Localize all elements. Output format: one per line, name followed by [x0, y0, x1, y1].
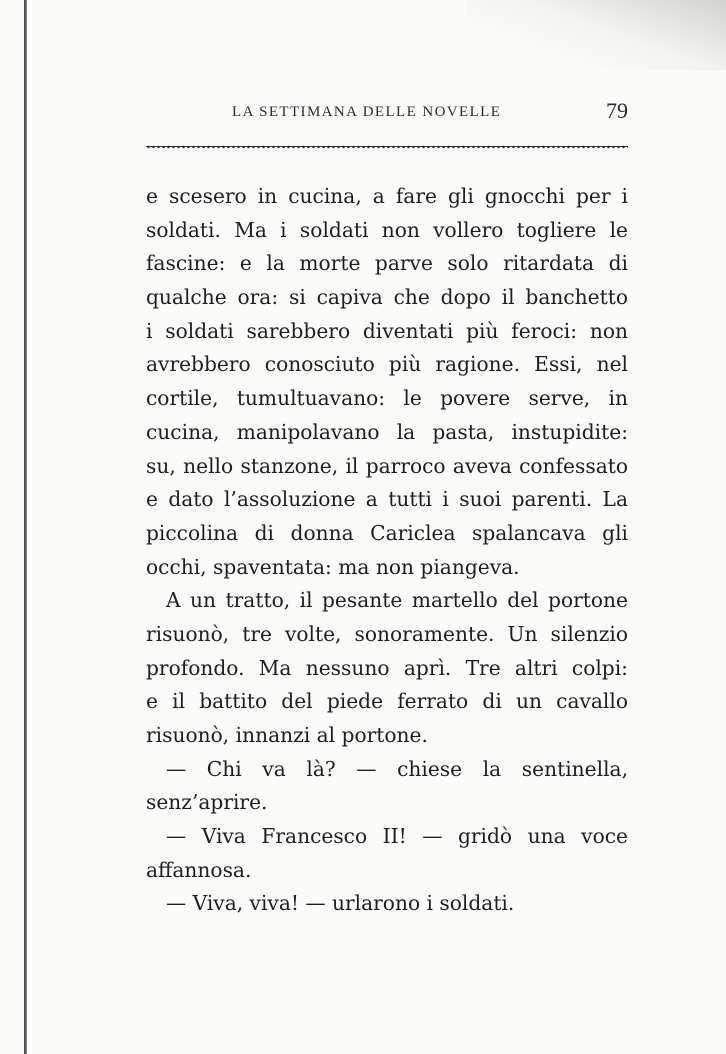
page-number: 79 — [606, 98, 628, 123]
text-line: e scesero in cucina, a fare gli gnocchi per i — [146, 184, 628, 208]
page-header — [146, 98, 628, 128]
text-line: risuonò, tre volte, sonoramente. Un silenzio — [146, 621, 628, 646]
text-line: occhi, spaventata: ma non piangeva. — [146, 554, 520, 579]
text-line: A un tratto, il pesante martello del portone — [166, 588, 628, 613]
paragraph — [146, 820, 628, 887]
paragraph — [146, 584, 628, 752]
page-corner-shadow — [466, 0, 726, 70]
text-line: su, nello stanzone, il parroco aveva confessato — [146, 453, 628, 478]
paragraph — [146, 180, 628, 584]
text-line: i soldati sarebbero diventati più feroci: non — [146, 318, 628, 343]
text-line: risuonò, innanzi al portone. — [146, 723, 428, 747]
paragraph — [146, 887, 628, 921]
text-line: e il battito del piede ferrato di un cavallo — [146, 689, 628, 714]
header-ornament-rule — [146, 144, 628, 150]
text-line: piccolina di donna Cariclea spalancava gli — [146, 520, 628, 545]
text-line: fascine: e la morte parve solo ritardata di — [146, 251, 628, 276]
text-line: cucina, manipolavano la pasta, instupidite: — [146, 419, 628, 444]
text-line: profondo. Ma nessuno aprì. Tre altri colpi: — [146, 655, 628, 680]
text-line: — Chi va là? — chiese la sentinella, — [166, 756, 628, 781]
text-line: — Viva, viva! — urlarono i soldati. — [166, 891, 515, 916]
text-line: cortile, tumultuavano: le povere serve, in — [146, 386, 628, 411]
page-binding-edge — [24, 0, 27, 1054]
paragraph — [146, 753, 628, 820]
text-line: soldati. Ma i soldati non vollero togliere le — [146, 217, 628, 242]
body-text — [146, 180, 628, 921]
running-title: LA SETTIMANA DELLE NOVELLE — [232, 104, 502, 120]
text-line: e dato l’assoluzione a tutti i suoi parenti. La — [146, 487, 628, 512]
text-line: senz’aprire. — [146, 790, 268, 815]
text-line: avrebbero conosciuto più ragione. Essi, nel — [146, 352, 628, 377]
text-line: qualche ora: si capiva che dopo il banchetto — [146, 285, 628, 310]
text-line: affannosa. — [146, 857, 252, 882]
text-line: — Viva Francesco II! — gridò una voce — [166, 824, 628, 849]
